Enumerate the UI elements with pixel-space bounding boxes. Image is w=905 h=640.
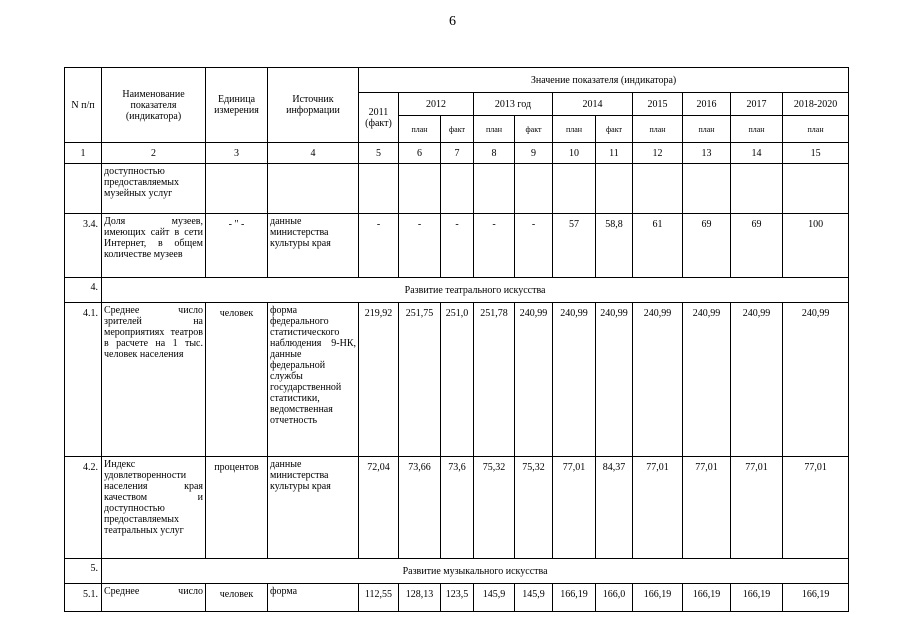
value-cell: 251,78 — [474, 303, 515, 457]
value-cell: 166,19 — [553, 584, 596, 612]
column-number: 3 — [206, 143, 268, 164]
header-year-2014: 2014 — [553, 93, 633, 116]
value-cell: 73,6 — [441, 457, 474, 559]
value-cell: 100 — [783, 214, 849, 278]
column-number: 10 — [553, 143, 596, 164]
header-sub-2016-plan: план — [683, 116, 731, 143]
value-cell: 112,55 — [359, 584, 399, 612]
header-sub-2015-plan: план — [633, 116, 683, 143]
table-row — [65, 164, 849, 214]
value-cell: 128,13 — [399, 584, 441, 612]
column-number: 15 — [783, 143, 849, 164]
indicator-table — [64, 67, 849, 612]
indicator-name: Среднее число зрителей на мероприятиях театров в расчете на 1 тыс. человек населения — [102, 303, 206, 457]
source-cell — [268, 164, 359, 214]
value-cell: 166,19 — [783, 584, 849, 612]
value-cell: 72,04 — [359, 457, 399, 559]
source-cell: форма — [268, 584, 359, 612]
value-cell: - — [441, 214, 474, 278]
value-cell — [441, 164, 474, 214]
section-title: Развитие музыкального искусства — [102, 559, 849, 584]
value-cell: 69 — [683, 214, 731, 278]
value-cell: 240,99 — [683, 303, 731, 457]
section-row — [65, 278, 849, 303]
value-cell: 166,0 — [596, 584, 633, 612]
value-cell: 69 — [731, 214, 783, 278]
header-sub-2013-fact: факт — [515, 116, 553, 143]
section-number: 5. — [65, 559, 102, 584]
source-cell: форма федерального статистического наблюдения 9-НК, данные федеральной службы государственной статистики, ведомственная отчетность — [268, 303, 359, 457]
unit-cell — [206, 164, 268, 214]
value-cell — [359, 164, 399, 214]
column-number: 1 — [65, 143, 102, 164]
value-cell: 77,01 — [633, 457, 683, 559]
value-cell: - — [359, 214, 399, 278]
value-cell: 240,99 — [596, 303, 633, 457]
column-number: 13 — [683, 143, 731, 164]
source-cell: данные министерства культуры края — [268, 457, 359, 559]
value-cell: 123,5 — [441, 584, 474, 612]
column-number: 12 — [633, 143, 683, 164]
value-cell: 251,75 — [399, 303, 441, 457]
value-cell: 58,8 — [596, 214, 633, 278]
value-cell: 240,99 — [783, 303, 849, 457]
value-cell: 57 — [553, 214, 596, 278]
column-number: 8 — [474, 143, 515, 164]
column-number: 14 — [731, 143, 783, 164]
value-cell: 166,19 — [683, 584, 731, 612]
header-year-2011: 2011 (факт) — [359, 93, 399, 143]
row-number: 5.1. — [65, 584, 102, 612]
header-year-2013: 2013 год — [474, 93, 553, 116]
value-cell: 75,32 — [515, 457, 553, 559]
value-cell: 77,01 — [683, 457, 731, 559]
value-cell: 219,92 — [359, 303, 399, 457]
indicator-name: Доля музеев, имеющих сайт в сети Интернет, в общем количестве музеев — [102, 214, 206, 278]
value-cell: 240,99 — [553, 303, 596, 457]
header-source: Источник информации — [268, 68, 359, 143]
value-cell: 166,19 — [731, 584, 783, 612]
row-number: 3.4. — [65, 214, 102, 278]
value-cell — [515, 164, 553, 214]
unit-cell: человек — [206, 584, 268, 612]
table-row — [65, 214, 849, 278]
unit-cell: - " - — [206, 214, 268, 278]
unit-cell: человек — [206, 303, 268, 457]
section-row — [65, 559, 849, 584]
header-year-2015: 2015 — [633, 93, 683, 116]
header-year-2016: 2016 — [683, 93, 731, 116]
value-cell — [553, 164, 596, 214]
value-cell: 61 — [633, 214, 683, 278]
table-row — [65, 303, 849, 457]
header-sub-2012-fact: факт — [441, 116, 474, 143]
column-number: 7 — [441, 143, 474, 164]
value-cell: 77,01 — [783, 457, 849, 559]
value-cell: 240,99 — [515, 303, 553, 457]
table-row — [65, 584, 849, 612]
header-no: N п/п — [65, 68, 102, 143]
header-year-2012: 2012 — [399, 93, 474, 116]
value-cell: 145,9 — [474, 584, 515, 612]
row-number — [65, 164, 102, 214]
section-title: Развитие театрального искусства — [102, 278, 849, 303]
value-cell — [783, 164, 849, 214]
column-number: 9 — [515, 143, 553, 164]
header-sub-2012-plan: план — [399, 116, 441, 143]
indicator-name: Индекс удовлетворенности населения края качеством и доступностью предоставляемых театральных услуг — [102, 457, 206, 559]
column-number-row — [65, 143, 849, 164]
value-cell: 240,99 — [731, 303, 783, 457]
value-cell — [633, 164, 683, 214]
table-row — [65, 457, 849, 559]
value-cell — [731, 164, 783, 214]
page-number: 6 — [449, 14, 456, 29]
column-number: 4 — [268, 143, 359, 164]
value-cell: 77,01 — [553, 457, 596, 559]
header-unit: Единица измерения — [206, 68, 268, 143]
value-cell: - — [474, 214, 515, 278]
unit-cell: процентов — [206, 457, 268, 559]
value-cell: 145,9 — [515, 584, 553, 612]
value-cell: 73,66 — [399, 457, 441, 559]
value-cell: 166,19 — [633, 584, 683, 612]
header-sub-2018-plan: план — [783, 116, 849, 143]
source-cell: данные министерства культуры края — [268, 214, 359, 278]
row-number: 4.1. — [65, 303, 102, 457]
header-year-2017: 2017 — [731, 93, 783, 116]
value-cell — [683, 164, 731, 214]
header-sub-2017-plan: план — [731, 116, 783, 143]
header-year-2018-2020: 2018-2020 — [783, 93, 849, 116]
value-cell: 240,99 — [633, 303, 683, 457]
column-number: 11 — [596, 143, 633, 164]
table-header — [65, 68, 849, 143]
value-cell: - — [515, 214, 553, 278]
value-cell: 84,37 — [596, 457, 633, 559]
value-cell — [596, 164, 633, 214]
indicator-name: доступностью предоставляемых музейных услуг — [102, 164, 206, 214]
value-cell: - — [399, 214, 441, 278]
value-cell: 77,01 — [731, 457, 783, 559]
column-number: 5 — [359, 143, 399, 164]
header-sub-2013-plan: план — [474, 116, 515, 143]
value-cell — [474, 164, 515, 214]
row-number: 4.2. — [65, 457, 102, 559]
value-cell: 75,32 — [474, 457, 515, 559]
header-value-group: Значение показателя (индикатора) — [359, 68, 849, 93]
header-name: Наименование показателя (индикатора) — [102, 68, 206, 143]
header-sub-2014-plan: план — [553, 116, 596, 143]
value-cell — [399, 164, 441, 214]
section-number: 4. — [65, 278, 102, 303]
value-cell: 251,0 — [441, 303, 474, 457]
column-number: 2 — [102, 143, 206, 164]
column-number: 6 — [399, 143, 441, 164]
indicator-name: Среднее число — [102, 584, 206, 612]
header-sub-2014-fact: факт — [596, 116, 633, 143]
